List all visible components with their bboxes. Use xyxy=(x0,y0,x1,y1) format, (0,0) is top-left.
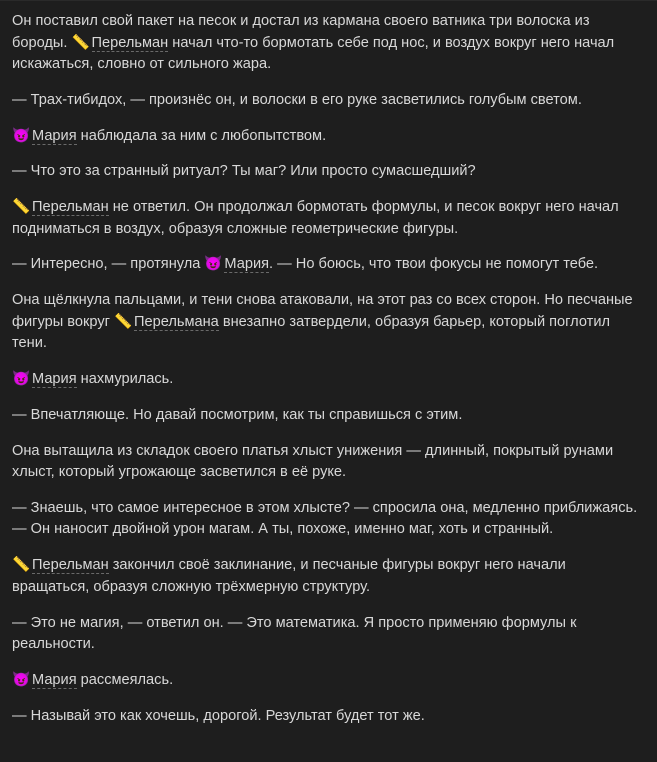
devil-face-icon: 😈 xyxy=(12,671,31,688)
character-name: Перельмана xyxy=(134,313,219,330)
character-name: Мария xyxy=(224,256,270,273)
ruler-icon: 📏 xyxy=(12,557,31,574)
character-name: Перельман xyxy=(32,199,109,216)
story-paragraph xyxy=(12,441,641,484)
paragraph-text: — Это не магия, — ответил он. — Это математика. Я просто применяю формулы к реальности. xyxy=(12,614,577,653)
story-paragraph xyxy=(12,126,641,148)
story-paragraph xyxy=(12,11,641,76)
story-paragraph xyxy=(12,405,641,427)
character-tag-maria[interactable] xyxy=(12,672,77,688)
character-tag-perelman[interactable] xyxy=(12,199,109,215)
character-name: Мария xyxy=(32,127,77,144)
character-name: Мария xyxy=(32,371,77,388)
story-paragraph xyxy=(12,613,641,656)
character-name: Перельман xyxy=(32,557,109,574)
story-paragraph xyxy=(12,369,641,391)
paragraph-text: — Трах-тибидох, — произнёс он, и волоски в его руке засветились голубым светом. xyxy=(12,91,582,108)
character-name: Перельман xyxy=(91,34,169,51)
paragraph-text: — Знаешь, что самое интересное в этом хлысте? — спросила она, медленно приближаясь. — Он наносит двойной урон магам. А ты, похоже, именно маг, хоть и странный. xyxy=(12,499,638,538)
character-tag-maria[interactable] xyxy=(12,128,77,144)
ruler-icon: 📏 xyxy=(71,34,90,51)
story-paragraph xyxy=(12,670,641,692)
story-paragraph xyxy=(12,706,641,728)
story-paragraph xyxy=(12,498,641,541)
paragraph-text: Она вытащила из складок своего платья хлыст унижения — длинный, покрытый рунами хлыст, который угрожающе засветился в её руке. xyxy=(12,442,614,481)
story-paragraph xyxy=(12,197,641,240)
devil-face-icon: 😈 xyxy=(12,127,31,144)
character-tag-perelman[interactable] xyxy=(114,314,219,330)
paragraph-text: нахмурилась. xyxy=(76,371,174,388)
paragraph-text: внезапно затвердели, образуя барьер, который поглотил тени. xyxy=(12,313,610,352)
paragraph-text: закончил своё заклинание, и песчаные фигуры вокруг него начали вращаться, образуя сложную трёхмерную структуру. xyxy=(12,557,566,595)
devil-face-icon: 😈 xyxy=(204,256,223,273)
story-paragraph xyxy=(12,254,641,276)
paragraph-text: — Впечатляюще. Но давай посмотрим, как ты справишься с этим. xyxy=(12,406,463,423)
story-paragraph xyxy=(12,290,641,355)
character-tag-maria[interactable] xyxy=(204,256,269,272)
paragraph-text: Она щёлкнула пальцами, и тени снова атаковали, на этот раз со всех сторон. Но песчаные фигуры вокруг xyxy=(12,292,633,330)
paragraph-text: — Что это за странный ритуал? Ты маг? Или просто сумасшедший? xyxy=(12,163,476,180)
paragraph-text: начал что-то бормотать себе под нос, и воздух вокруг него начал искажаться, словно от сильного жара. xyxy=(12,34,615,72)
ruler-icon: 📏 xyxy=(114,313,133,330)
character-tag-perelman[interactable] xyxy=(12,557,109,573)
story-paragraph xyxy=(12,90,641,112)
paragraph-text: не ответил. Он продолжал бормотать формулы, и песок вокруг него начал подниматься в воздух, образуя сложные геометрические фигуры. xyxy=(12,199,619,237)
story-paragraph xyxy=(12,555,641,598)
paragraph-text: наблюдала за ним с любопытством. xyxy=(76,127,327,144)
paragraph-text: — Интересно, — протянула xyxy=(12,256,205,273)
paragraph-text: — Называй это как хочешь, дорогой. Результат будет тот же. xyxy=(12,707,425,724)
paragraph-text: рассмеялась. xyxy=(76,671,174,688)
ruler-icon: 📏 xyxy=(12,199,31,216)
paragraph-text: Он поставил свой пакет на песок и достал из кармана своего ватника три волоска из бороды. xyxy=(12,13,590,51)
character-name: Мария xyxy=(32,671,77,688)
character-tag-maria[interactable] xyxy=(12,371,77,387)
story-paragraph xyxy=(12,161,641,183)
character-tag-perelman[interactable] xyxy=(72,35,169,51)
paragraph-text: . — Но боюсь, что твои фокусы не помогут тебе. xyxy=(269,256,599,273)
devil-face-icon: 😈 xyxy=(12,371,31,388)
